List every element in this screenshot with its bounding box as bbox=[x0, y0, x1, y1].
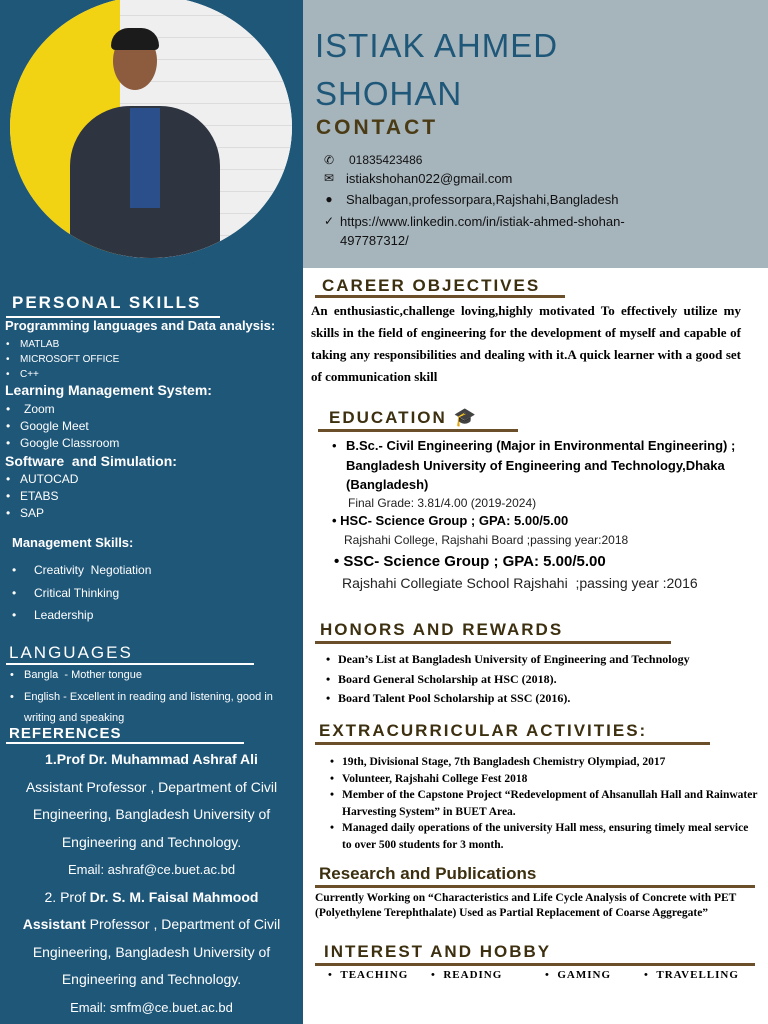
education-title: EDUCATION 🎓 bbox=[329, 407, 478, 427]
research-title: Research and Publications bbox=[319, 864, 537, 883]
location-pin-icon: ● bbox=[325, 192, 333, 206]
list-item: • Leadership bbox=[6, 604, 151, 627]
list-item: • Managed daily operations of the university Hall mess, ensuring timely meal service to over 500 students for 3 month. bbox=[328, 820, 758, 853]
ref1-name: 1.Prof Dr. Muhammad Ashraf Ali bbox=[45, 751, 258, 767]
ref2-email: Email: smfm@ce.buet.ac.bd bbox=[70, 999, 233, 1015]
name-last: SHOHAN bbox=[315, 75, 463, 112]
linkedin-link[interactable]: https://www.linkedin.com/in/istiak-ahmed-shohan- 497787312/ bbox=[340, 214, 625, 248]
hobby-item: • GAMING bbox=[545, 969, 612, 981]
list-item: • SAP bbox=[0, 505, 78, 522]
software-list bbox=[0, 471, 78, 522]
name-first: ISTIAK AHMED bbox=[315, 27, 559, 64]
honors-title: HONORS AND REWARDS bbox=[320, 620, 564, 639]
graduation-cap-icon: 🎓 bbox=[453, 407, 478, 427]
ref1-line: Engineering, Bangladesh University of bbox=[32, 806, 271, 822]
research-text: Currently Working on “Characteristics and Life Cycle Analysis of Concrete with PET (Polyethylene Terephthalate) Used as Partial Replacement of Coarse Aggregate” bbox=[315, 892, 737, 919]
hobby-item: • TRAVELLING bbox=[644, 969, 739, 981]
research-rule bbox=[315, 885, 755, 888]
profile-photo bbox=[10, 0, 292, 258]
contact-title: CONTACT bbox=[316, 116, 439, 139]
ref1-line: Assistant Professor , Department of Civil bbox=[25, 778, 278, 795]
list-item: • Board Talent Pool Scholarship at SSC (2016). bbox=[324, 689, 754, 709]
list-item: • C++ bbox=[0, 367, 119, 382]
ref2-name: 2. Prof Dr. S. M. Faisal Mahmood bbox=[44, 888, 259, 905]
lms-heading: Learning Management System: bbox=[5, 382, 212, 398]
extracurricular-rule bbox=[315, 742, 710, 745]
ref1-line: Engineering and Technology. bbox=[61, 833, 242, 850]
management-list bbox=[6, 559, 151, 627]
education-list bbox=[330, 436, 750, 495]
hobby-item: • TEACHING bbox=[328, 969, 409, 981]
interest-title: INTEREST AND HOBBY bbox=[324, 942, 552, 961]
languages-title: LANGUAGES bbox=[9, 643, 133, 662]
hsc-degree: • HSC- Science Group ; GPA: 5.00/5.00 bbox=[332, 513, 569, 528]
interest-rule bbox=[315, 963, 755, 966]
list-item: • AUTOCAD bbox=[0, 471, 78, 488]
extracurricular-list bbox=[328, 754, 758, 853]
ref2-line: Assistant Professor , Department of Civil bbox=[22, 916, 281, 932]
list-item: • Google Meet bbox=[0, 418, 119, 435]
hobby-item: • READING bbox=[431, 969, 503, 981]
management-heading: Management Skills: bbox=[12, 535, 134, 550]
extracurricular-title: EXTRACURRICULAR ACTIVITIES: bbox=[319, 721, 648, 740]
list-item: • Critical Thinking bbox=[6, 582, 151, 605]
languages-list bbox=[4, 665, 302, 730]
contact-linkedin[interactable] bbox=[320, 212, 625, 250]
list-item: • Board General Scholarship at HSC (2018). bbox=[324, 670, 754, 690]
hsc-detail: Rajshahi College, Rajshahi Board ;passing year:2018 bbox=[344, 533, 629, 547]
career-title: CAREER OBJECTIVES bbox=[322, 276, 541, 295]
education-rule bbox=[318, 429, 518, 432]
ssc-degree: • SSC- Science Group ; GPA: 5.00/5.00 bbox=[334, 553, 606, 570]
list-item: • MATLAB bbox=[0, 337, 119, 352]
profile-photo-frame bbox=[0, 0, 303, 268]
list-item: • B.Sc.- Civil Engineering (Major in Environmental Engineering) ; Bangladesh University of Engineering and Technology,Dhaka (Bangladesh) bbox=[330, 436, 750, 495]
ref2-line: Engineering, Bangladesh University of bbox=[32, 943, 271, 960]
list-item: • Volunteer, Rajshahi College Fest 2018 bbox=[328, 771, 758, 788]
envelope-icon: ✉ bbox=[323, 171, 335, 185]
career-text: An enthusiastic,challenge loving,highly motivated To effectively utilize my skills in the field of engineering for the development of myself and capable of taking any responsibilities and dealing with it.A quick learner with a good set of communication skill bbox=[311, 303, 741, 384]
honors-list bbox=[324, 650, 754, 709]
contact-email[interactable]: ✉ istiakshohan022@gmail.com bbox=[320, 171, 512, 186]
references-rule bbox=[6, 742, 244, 744]
ref2-line: Engineering and Technology. bbox=[61, 971, 242, 987]
programming-list bbox=[0, 337, 119, 382]
references-block bbox=[0, 746, 303, 1021]
references-title: REFERENCES bbox=[9, 725, 122, 742]
phone-icon: ✆ bbox=[323, 153, 335, 167]
list-item: • 19th, Divisional Stage, 7th Bangladesh Chemistry Olympiad, 2017 bbox=[328, 754, 758, 771]
list-item: • Creativity Negotiation bbox=[6, 559, 151, 582]
list-item: • Google Classroom bbox=[0, 435, 119, 452]
ref1-email: Email: ashraf@ce.buet.ac.bd bbox=[67, 862, 236, 877]
personal-skills-title: PERSONAL SKILLS bbox=[12, 293, 202, 312]
list-item: • Dean’s List at Bangladesh University of Engineering and Technology bbox=[324, 650, 754, 670]
contact-phone: ✆ 01835423486 bbox=[320, 153, 422, 167]
list-item: • English - Excellent in reading and listening, good in writing and speaking bbox=[4, 687, 302, 730]
programming-heading: Programming languages and Data analysis: bbox=[5, 318, 276, 333]
link-icon: ✓ bbox=[323, 214, 335, 228]
bsc-grade: Final Grade: 3.81/4.00 (2019-2024) bbox=[348, 496, 537, 510]
career-rule bbox=[315, 295, 565, 298]
lms-list bbox=[0, 401, 119, 452]
ssc-detail: Rajshahi Collegiate School Rajshahi ;passing year :2016 bbox=[342, 575, 698, 591]
list-item: • Bangla - Mother tongue bbox=[4, 665, 302, 687]
list-item: • Member of the Capstone Project “Redevelopment of Ahsanullah Hall and Rainwater Harvesting System” in BUET Area. bbox=[328, 787, 758, 820]
software-heading: Software and Simulation: bbox=[5, 453, 177, 469]
contact-address: ● Shalbagan,professorpara,Rajshahi,Bangladesh bbox=[320, 192, 618, 207]
list-item: • Zoom bbox=[0, 401, 119, 418]
list-item: • ETABS bbox=[0, 488, 78, 505]
list-item: • MICROSOFT OFFICE bbox=[0, 352, 119, 367]
honors-rule bbox=[315, 641, 671, 644]
